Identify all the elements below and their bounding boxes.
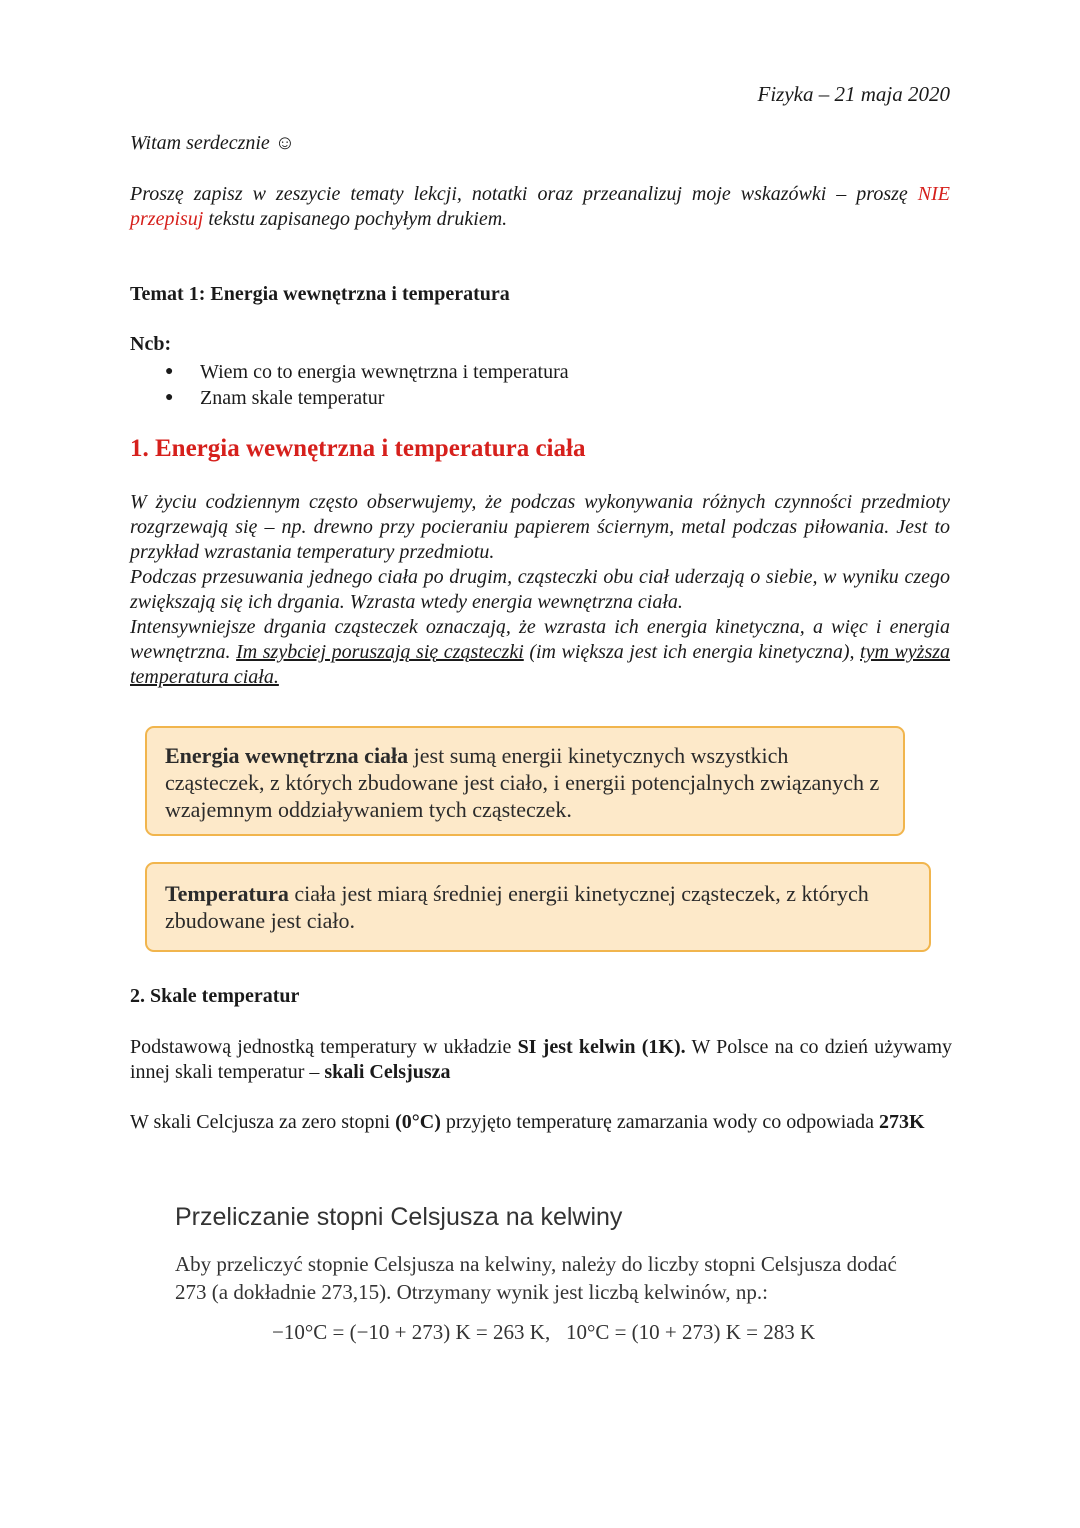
underlined-phrase: tym wyższa temperatura ciała. [130, 641, 951, 688]
definition-box-internal-energy [145, 726, 905, 836]
bold-phrase: SI jest kelwin (1K). [517, 1036, 686, 1058]
conversion-formula: −10°C = (−10 + 273) K = 263 K, 10°C = (10 + 273) K = 283 K [272, 1320, 816, 1344]
lesson-topic: Temat 1: Energia wewnętrzna i temperatura [130, 283, 510, 305]
section2-paragraph-2 [130, 1110, 952, 1135]
bold-phrase: (0°C) [395, 1111, 441, 1133]
greeting: Witam serdecznie ☺ [130, 132, 296, 154]
paragraph-text: Podstawową jednostką temperatury w układzie [130, 1036, 512, 1058]
section1-heading: 1. Energia wewnętrzna i temperatura ciała [130, 435, 586, 462]
definition-term: Temperatura [165, 881, 289, 906]
definition-box-temperature [145, 862, 931, 952]
conversion-text: Aby przeliczyć stopnie Celsjusza na kelwiny, należy do liczby stopni Celsjusza dodać 273 (a dokładnie 273,15). Otrzymany wynik jest liczbą kelwinów, np.: [175, 1252, 897, 1304]
bold-phrase: 273K [879, 1111, 925, 1133]
paragraph-text: przyjęto temperaturę zamarzania wody co odpowiada [445, 1111, 875, 1133]
paragraph-3-text: (im większa jest ich energia kinetyczna), [529, 641, 855, 663]
section2-heading: 2. Skale temperatur [130, 985, 300, 1007]
paragraph-text: W Polsce na co dzień używamy innej skali temperatur – [130, 1036, 952, 1083]
definition-text: jest sumą energii kinetycznych wszystkich cząsteczek, z których zbudowane jest ciało, i energii potencjalnych związanych z wzajemnym oddziaływaniem tych cząsteczek. [165, 743, 880, 822]
intro-paragraph [130, 182, 950, 232]
paragraph-3-text: Intensywniejsze drgania cząsteczek oznaczają, że wzrasta ich energia kinetyczna, a więc i energia wewnętrzna. [130, 616, 950, 663]
ncb-label: Ncb: [130, 333, 172, 355]
intro-text: Proszę zapisz w zeszycie tematy lekcji, notatki oraz przeanalizuj moje wskazówki – proszę [130, 183, 908, 205]
ncb-item: ● Znam skale temperatur [165, 385, 569, 411]
definition-term: Energia wewnętrzna ciała [165, 743, 409, 768]
underlined-phrase: Im szybciej poruszają się cząsteczki [236, 641, 524, 663]
section1-paragraph-2: Podczas przesuwania jednego ciała po drugim, cząsteczki obu ciał uderzają o siebie, w wyniku czego zwiększają się ich drgania. Wzrasta wtedy energia wewnętrzna ciała. [130, 566, 950, 613]
section2-paragraph-1 [130, 1035, 952, 1085]
section1-paragraph-1: W życiu codziennym często obserwujemy, że podczas wykonywania różnych czynności przedmioty rozgrzewają się – np. drewno przy pocieraniu papierem ściernym, metal podczas piłowania. Jest to przykład wzrastania temperatury przedmiotu. [130, 491, 950, 563]
intro-emphasis: NIE przepisuj [130, 183, 951, 230]
conversion-heading: Przeliczanie stopni Celsjusza na kelwiny [175, 1203, 623, 1231]
section1-paragraph-3 [130, 615, 950, 690]
section1-body [130, 490, 950, 690]
ncb-list [165, 359, 569, 411]
document-date: Fizyka – 21 maja 2020 [757, 82, 950, 106]
definition-text: ciała jest miarą średniej energii kinetycznej cząsteczek, z których zbudowane jest ciało. [165, 881, 869, 933]
ncb-item: ● Wiem co to energia wewnętrzna i temperatura [165, 359, 569, 385]
intro-text-end: tekstu zapisanego pochyłym drukiem. [208, 208, 508, 230]
paragraph-text: W skali Celcjusza za zero stopni [130, 1111, 391, 1133]
bold-phrase: skali Celsjusza [324, 1061, 451, 1083]
